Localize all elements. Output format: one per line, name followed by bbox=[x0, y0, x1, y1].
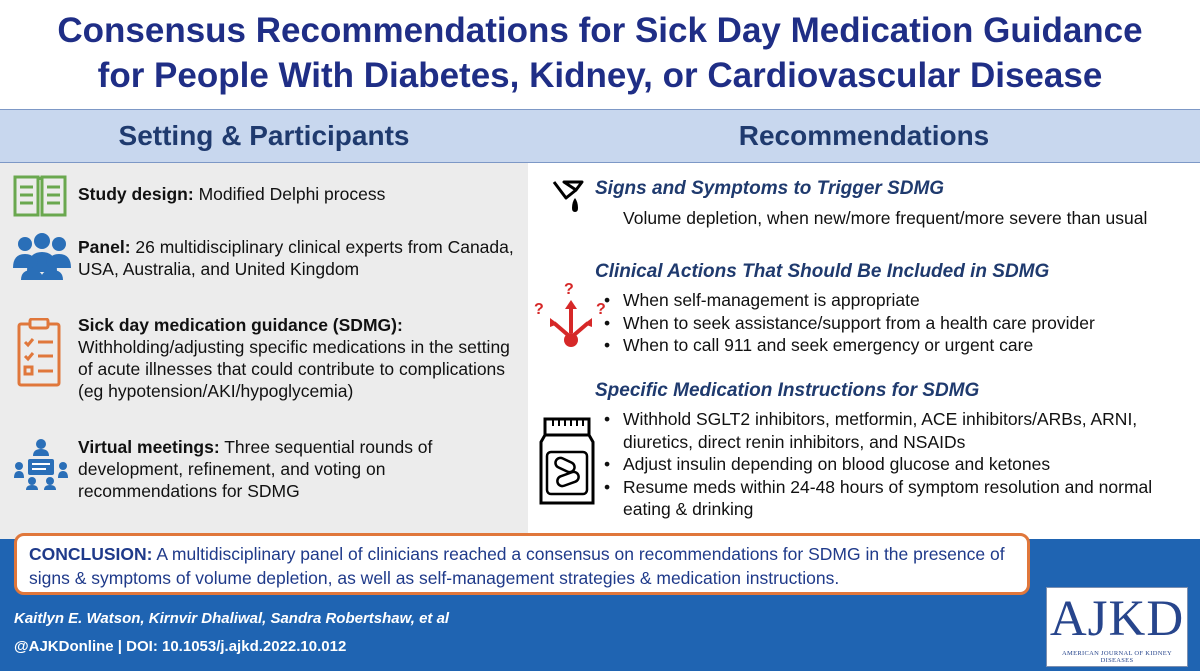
svg-text:?: ? bbox=[564, 281, 574, 298]
svg-text:?: ? bbox=[596, 301, 606, 318]
list-item: • Adjust insulin depending on blood glucose and ketones bbox=[623, 453, 1183, 476]
logo-main-text: AJKD bbox=[1049, 591, 1185, 647]
decision-question-icon bbox=[532, 278, 610, 350]
medication-instructions-list bbox=[601, 408, 1183, 521]
clinical-actions-list bbox=[601, 289, 1200, 357]
signs-symptoms-text: Volume depletion, when new/more frequent/more severe than usual bbox=[623, 208, 1148, 228]
pill-bottle-icon bbox=[537, 416, 597, 508]
people-group-icon bbox=[12, 232, 72, 280]
medication-instructions-title: Specific Medication Instructions for SDMG bbox=[595, 380, 980, 401]
list-item: • Resume meds within 24-48 hours of symptom resolution and normal eating & drinking bbox=[623, 476, 1183, 521]
study-design-item bbox=[78, 183, 518, 205]
sdmg-text: Withholding/adjusting specific medications in the setting of acute illnesses that could contribute to complications (eg hypotension/AKI/hypoglycemia) bbox=[78, 337, 510, 401]
title-line-1: Consensus Recommendations for Sick Day Medication Guidance bbox=[57, 11, 1143, 50]
recommendations-heading: Recommendations bbox=[738, 120, 990, 151]
ajkd-logo bbox=[1046, 587, 1188, 667]
doi-link[interactable]: @AJKDonline | DOI: 10.1053/j.ajkd.2022.10.012 bbox=[14, 638, 347, 655]
virtual-meetings-text: Three sequential rounds of development, refinement, and voting on recommendations for SDMG bbox=[78, 437, 433, 501]
title-line-2: for People With Diabetes, Kidney, or Cardiovascular Disease bbox=[97, 56, 1103, 95]
page-title bbox=[0, 8, 1200, 98]
svg-text:?: ? bbox=[534, 301, 544, 318]
conclusion-label: CONCLUSION: bbox=[29, 544, 153, 564]
list-item: • When self-management is appropriate bbox=[623, 289, 1200, 312]
setting-heading: Setting & Participants bbox=[118, 120, 410, 151]
clinical-actions-title: Clinical Actions That Should Be Included in SDMG bbox=[595, 261, 1050, 282]
sdmg-item bbox=[78, 314, 523, 402]
book-icon bbox=[12, 174, 68, 218]
panel-text: 26 multidisciplinary clinical experts from Canada, USA, Australia, and United Kingdom bbox=[78, 237, 514, 279]
sdmg-label: Sick day medication guidance (SDMG): bbox=[78, 315, 403, 335]
conclusion-box bbox=[14, 533, 1030, 595]
clipboard-checklist-icon bbox=[16, 318, 62, 388]
recommendations-header bbox=[528, 109, 1200, 163]
virtual-meetings-label: Virtual meetings: bbox=[78, 437, 220, 457]
panel-item bbox=[78, 236, 518, 280]
list-item: • When to seek assistance/support from a health care provider bbox=[623, 312, 1200, 335]
study-design-label: Study design: bbox=[78, 184, 194, 204]
pouring-drop-icon bbox=[550, 176, 590, 226]
authors: Kaitlyn E. Watson, Kirnvir Dhaliwal, Sandra Robertshaw, et al bbox=[14, 610, 450, 627]
setting-header bbox=[0, 109, 528, 163]
panel-label: Panel: bbox=[78, 237, 131, 257]
study-design-text: Modified Delphi process bbox=[193, 184, 386, 204]
virtual-meeting-icon bbox=[14, 438, 68, 490]
list-item: • When to call 911 and seek emergency or urgent care bbox=[623, 334, 1200, 357]
list-item: • Withhold SGLT2 inhibitors, metformin, ACE inhibitors/ARBs, ARNI, diuretics, direct renin inhibitors, and NSAIDs bbox=[623, 408, 1183, 453]
virtual-meetings-item bbox=[78, 436, 518, 502]
conclusion-text: A multidisciplinary panel of clinicians reached a consensus on recommendations for SDMG in the presence of signs & symptoms of volume depletion, as well as self-management strategies & medication instructions. bbox=[29, 544, 1005, 588]
logo-sub-text: AMERICAN JOURNAL OF KIDNEY DISEASES bbox=[1062, 650, 1172, 664]
signs-symptoms-title: Signs and Symptoms to Trigger SDMG bbox=[595, 178, 945, 199]
